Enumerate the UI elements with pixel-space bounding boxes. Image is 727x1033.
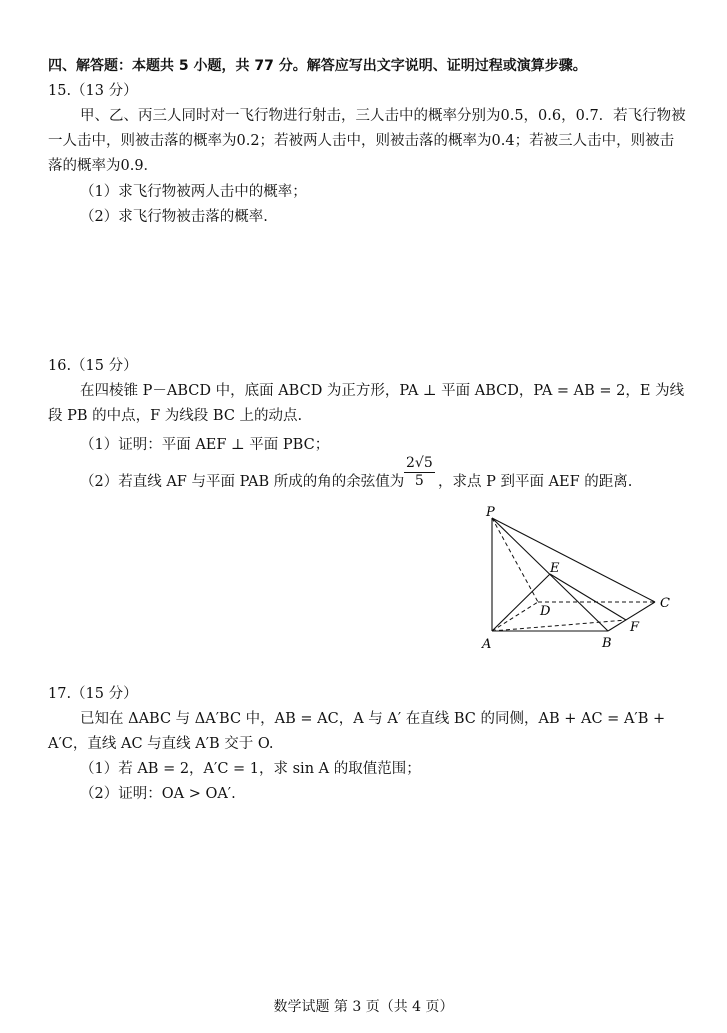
q15-number: 15.（13 分） — [48, 83, 138, 99]
pyramid-figure — [478, 504, 678, 654]
label-B: B — [602, 636, 612, 651]
fraction-denominator: 5 — [414, 473, 424, 489]
q16-part2-before: （2）若直线 AF 与平面 PAB 所成的角的余弦值为 — [80, 474, 405, 490]
q17-part1: （1）若 AB = 2，A′C = 1，求 sin A 的取值范围； — [80, 761, 421, 777]
q17-number: 17.（15 分） — [48, 686, 138, 702]
fraction-numerator: 2√5 — [406, 455, 433, 471]
label-F: F — [630, 620, 640, 635]
label-C: C — [660, 596, 670, 611]
q16-fraction — [404, 455, 435, 490]
q17-body: 已知在 ΔABC 与 ΔA′BC 中，AB = AC，A 与 A′ 在直线 BC 的同侧，AB + AC = A′B + A′C，直线 AC 与直线 A′B 交于 O. — [48, 711, 666, 752]
label-E: E — [550, 561, 560, 576]
q16-number: 16.（15 分） — [48, 358, 138, 374]
page-footer: 数学试题 第 3 页（共 4 页） — [273, 999, 454, 1015]
edge-PD-hidden — [492, 518, 538, 602]
label-D: D — [540, 604, 551, 619]
edge-AD-hidden — [492, 602, 538, 631]
q15-part2: （2）求飞行物被击落的概率. — [80, 209, 268, 225]
q15-part1: （1）求飞行物被两人击中的概率； — [80, 184, 307, 200]
edge-PC — [492, 518, 655, 602]
label-P: P — [486, 505, 495, 520]
q16-part1: （1）证明：平面 AEF ⊥ 平面 PBC； — [80, 437, 330, 453]
q16-part2-after: ，求点 P 到平面 AEF 的距离. — [438, 474, 633, 490]
q17-part2: （2）证明：OA > OA′. — [80, 786, 236, 802]
section-header: 四、解答题：本题共 5 小题，共 77 分。解答应写出文字说明、证明过程或演算步骤。 — [48, 58, 587, 74]
label-A: A — [482, 637, 492, 652]
q15-body: 甲、乙、丙三人同时对一飞行物进行射击，三人击中的概率分别为0.5，0.6，0.7．若飞行物被一人击中，则被击落的概率为0.2；若被两人击中，则被击落的概率为0.4；若被三人击中，则被击落的概率为0.9． — [48, 108, 686, 174]
q16-body: 在四棱锥 P－ABCD 中，底面 ABCD 为正方形，PA ⊥ 平面 ABCD，PA = AB = 2，E 为线段 PB 的中点，F 为线段 BC 上的动点. — [48, 383, 685, 424]
